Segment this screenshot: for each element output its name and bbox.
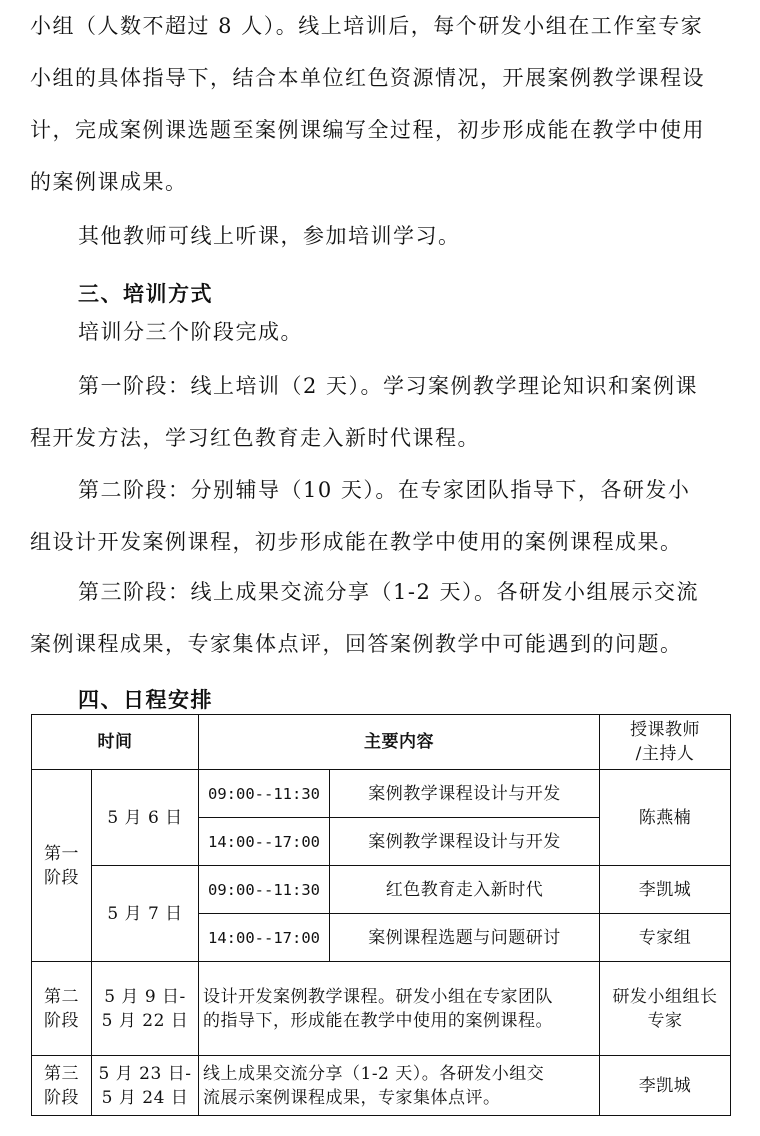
stage2-label (32, 962, 92, 1056)
time-cell: 14:00--17:00 (199, 914, 330, 962)
table-row (32, 962, 731, 1056)
intro-paragraph (30, 0, 740, 208)
teacher-cell (600, 962, 731, 1056)
stage-label-line: 阶段 (44, 1087, 79, 1108)
content-cell (199, 962, 600, 1056)
teacher-cell: 李凯城 (600, 866, 731, 914)
header-teacher (600, 715, 731, 770)
content-cell: 案例课程选题与问题研讨 (330, 914, 600, 962)
content-line: 流展示案例课程成果，专家集体点评。 (203, 1087, 501, 1108)
teacher-line: 研发小组组长 (612, 986, 718, 1007)
stage-label-line: 第一 (44, 843, 79, 864)
training-intro-paragraph (30, 306, 740, 358)
other-teachers-paragraph (30, 210, 740, 262)
text-line: 小组的具体指导下，结合本单位红色资源情况，开展案例教学课程设 (30, 66, 705, 90)
table-row (32, 1056, 731, 1116)
text-line: 第一阶段：线上培训（2 天）。学习案例教学理论知识和案例课 (78, 374, 699, 398)
stage-label-line: 第二 (44, 986, 79, 1007)
header-time: 时间 (32, 715, 199, 770)
text-line: 组设计开发案例课程，初步形成能在教学中使用的案例课程成果。 (30, 530, 683, 554)
content-cell: 红色教育走入新时代 (330, 866, 600, 914)
text-line: 第三阶段：线上成果交流分享（1-2 天）。各研发小组展示交流 (78, 580, 699, 604)
table-row (32, 770, 731, 818)
text-line: 其他教师可线上听课，参加培训学习。 (78, 224, 461, 248)
date-line: 5 月 24 日 (101, 1087, 189, 1108)
content-line: 的指导下，形成能在教学中使用的案例课程。 (203, 1010, 553, 1031)
section-heading-training-method: 三、培训方式 (78, 282, 213, 306)
text-line: 案例课程成果，专家集体点评，回答案例教学中可能遇到的问题。 (30, 632, 683, 656)
date-cell: 5 月 6 日 (92, 770, 199, 866)
section-heading-schedule: 四、日程安排 (78, 688, 213, 712)
stage3-label (32, 1056, 92, 1116)
header-teacher-line2: /主持人 (635, 744, 695, 764)
date-cell: 5 月 7 日 (92, 866, 199, 962)
table-row (32, 866, 731, 914)
header-content: 主要内容 (199, 715, 600, 770)
text-line: 程开发方法，学习红色教育走入新时代课程。 (30, 426, 480, 450)
content-cell: 案例教学课程设计与开发 (330, 818, 600, 866)
content-cell (199, 1056, 600, 1116)
content-line: 线上成果交流分享（1-2 天）。各研发小组交 (203, 1063, 545, 1084)
text-line: 第二阶段：分别辅导（10 天）。在专家团队指导下，各研发小 (78, 478, 691, 502)
date-range-cell (92, 1056, 199, 1116)
stage1-paragraph (30, 360, 740, 464)
text-line: 培训分三个阶段完成。 (78, 320, 303, 344)
teacher-cell: 李凯城 (600, 1056, 731, 1116)
stage2-paragraph (30, 464, 740, 568)
text-line: 计，完成案例课选题至案例课编写全过程，初步形成能在教学中使用 (30, 118, 705, 142)
date-line: 5 月 23 日- (98, 1063, 192, 1084)
stage-label-line: 阶段 (44, 867, 79, 888)
content-line: 设计开发案例教学课程。研发小组在专家团队 (203, 986, 553, 1007)
stage3-paragraph (30, 566, 740, 670)
time-cell: 14:00--17:00 (199, 818, 330, 866)
table-header-row (32, 715, 731, 770)
time-cell: 09:00--11:30 (199, 770, 330, 818)
date-line: 5 月 22 日 (101, 1010, 189, 1031)
time-cell: 09:00--11:30 (199, 866, 330, 914)
content-cell: 案例教学课程设计与开发 (330, 770, 600, 818)
teacher-cell: 陈燕楠 (600, 770, 731, 866)
teacher-line: 专家 (647, 1010, 683, 1031)
schedule-table (31, 714, 731, 1116)
header-teacher-line1: 授课教师 (630, 720, 700, 740)
stage1-label (32, 770, 92, 962)
text-line: 的案例课成果。 (30, 170, 188, 194)
date-line: 5 月 9 日- (104, 986, 186, 1007)
stage-label-line: 阶段 (44, 1010, 79, 1031)
teacher-cell: 专家组 (600, 914, 731, 962)
text-line: 小组（人数不超过 8 人）。线上培训后，每个研发小组在工作室专家 (30, 14, 704, 38)
stage-label-line: 第三 (44, 1063, 79, 1084)
date-range-cell (92, 962, 199, 1056)
